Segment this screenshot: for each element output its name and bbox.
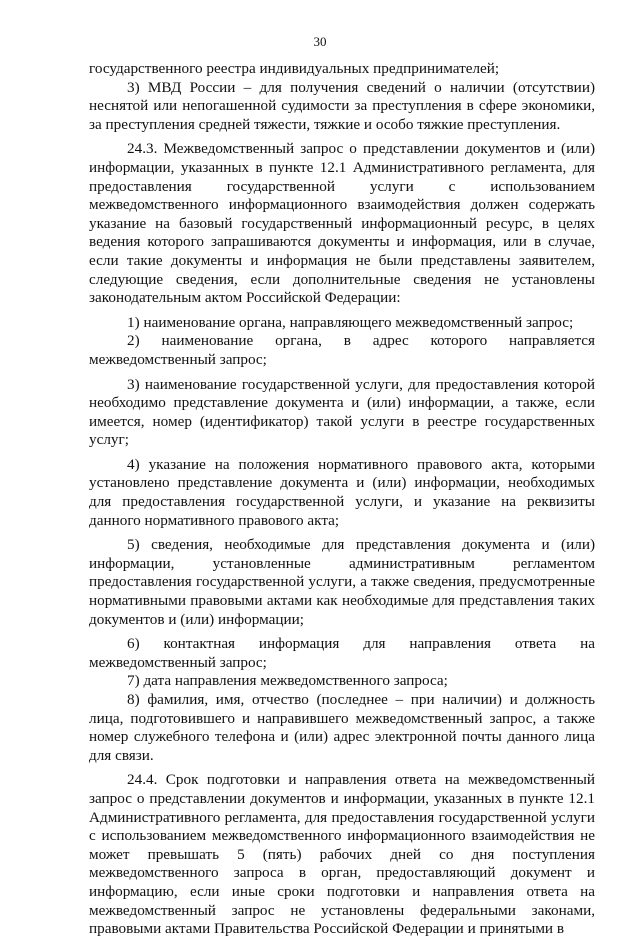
list-item-6: 6) контактная информация для направления ответа на межведомственный запрос; [89, 635, 595, 671]
paragraph-registry-continuation: государственного реестра индивидуальных предпринимателей; [89, 60, 500, 77]
list-item-7: 7) дата направления межведомственного запроса; [127, 672, 448, 690]
paragraph-mvd-item: 3) МВД России – для получения сведений о наличии (отсутствии) неснятой или непогашенной судимости за преступления в сфере экономики, за преступления средней тяжести, тяжкие и особо тяжкие преступления. [89, 78, 595, 133]
list-item-3: 3) наименование государственной услуги, для предоставления которой необходимо представление документа и (или) информации, а также, если имеется, номер (идентификатор) такой услуги в реестре государственных услуг; [89, 375, 595, 449]
page-number: 30 [313, 34, 327, 49]
document-body [89, 60, 595, 939]
paragraph-24-3: 24.3. Межведомственный запрос о представлении документов и (или) информации, указанных в пункте 12.1 Административного регламента, для предоставления государственной услуги с использованием межведомственного информационного взаимодействия должен содержать указание на базовый государственный информационный ресурс, в целях ведения которого запрашиваются документы и информация, или в случае, если такие документы и информация не были представлены заявителем, следующие сведения, если дополнительные сведения не установлены законодательным актом Российской Федерации: [89, 140, 595, 307]
list-item-2: 2) наименование органа, в адрес которого направляется межведомственный запрос; [89, 332, 595, 368]
list-item-5: 5) сведения, необходимые для представления документа и (или) информации, установленные административным регламентом предоставления государственной услуги, а также сведения, предусмотренные нормативными правовыми актами как необходимые для представления таких документов и (или) информации; [89, 536, 595, 628]
list-item-1: 1) наименование органа, направляющего межведомственный запрос; [127, 313, 574, 331]
paragraph-24-4: 24.4. Срок подготовки и направления ответа на межведомственный запрос о представлении документов и информации, указанных в пункте 12.1 Административного регламента, для предоставления государственной услуги с использованием межведомственного информационного взаимодействия не может превышать 5 (пять) рабочих дней со дня поступления межведомственного запроса в орган, предоставляющий документ и информацию, если иные сроки подготовки и направления ответа на межведомственный запрос не установлены федеральными законами, правовыми актами Правительства Российской Федерации и принятыми в [89, 771, 595, 938]
list-item-8: 8) фамилия, имя, отчество (последнее – при наличии) и должность лица, подготовившего и направившего межведомственный запрос, а также номер служебного телефона и (или) адрес электронной почты данного лица для связи. [89, 691, 595, 764]
list-item-4: 4) указание на положения нормативного правового акта, которыми установлено представление документа и (или) информации, необходимых для предоставления государственной услуги, и указание на реквизиты данного нормативного правового акта; [89, 455, 595, 529]
